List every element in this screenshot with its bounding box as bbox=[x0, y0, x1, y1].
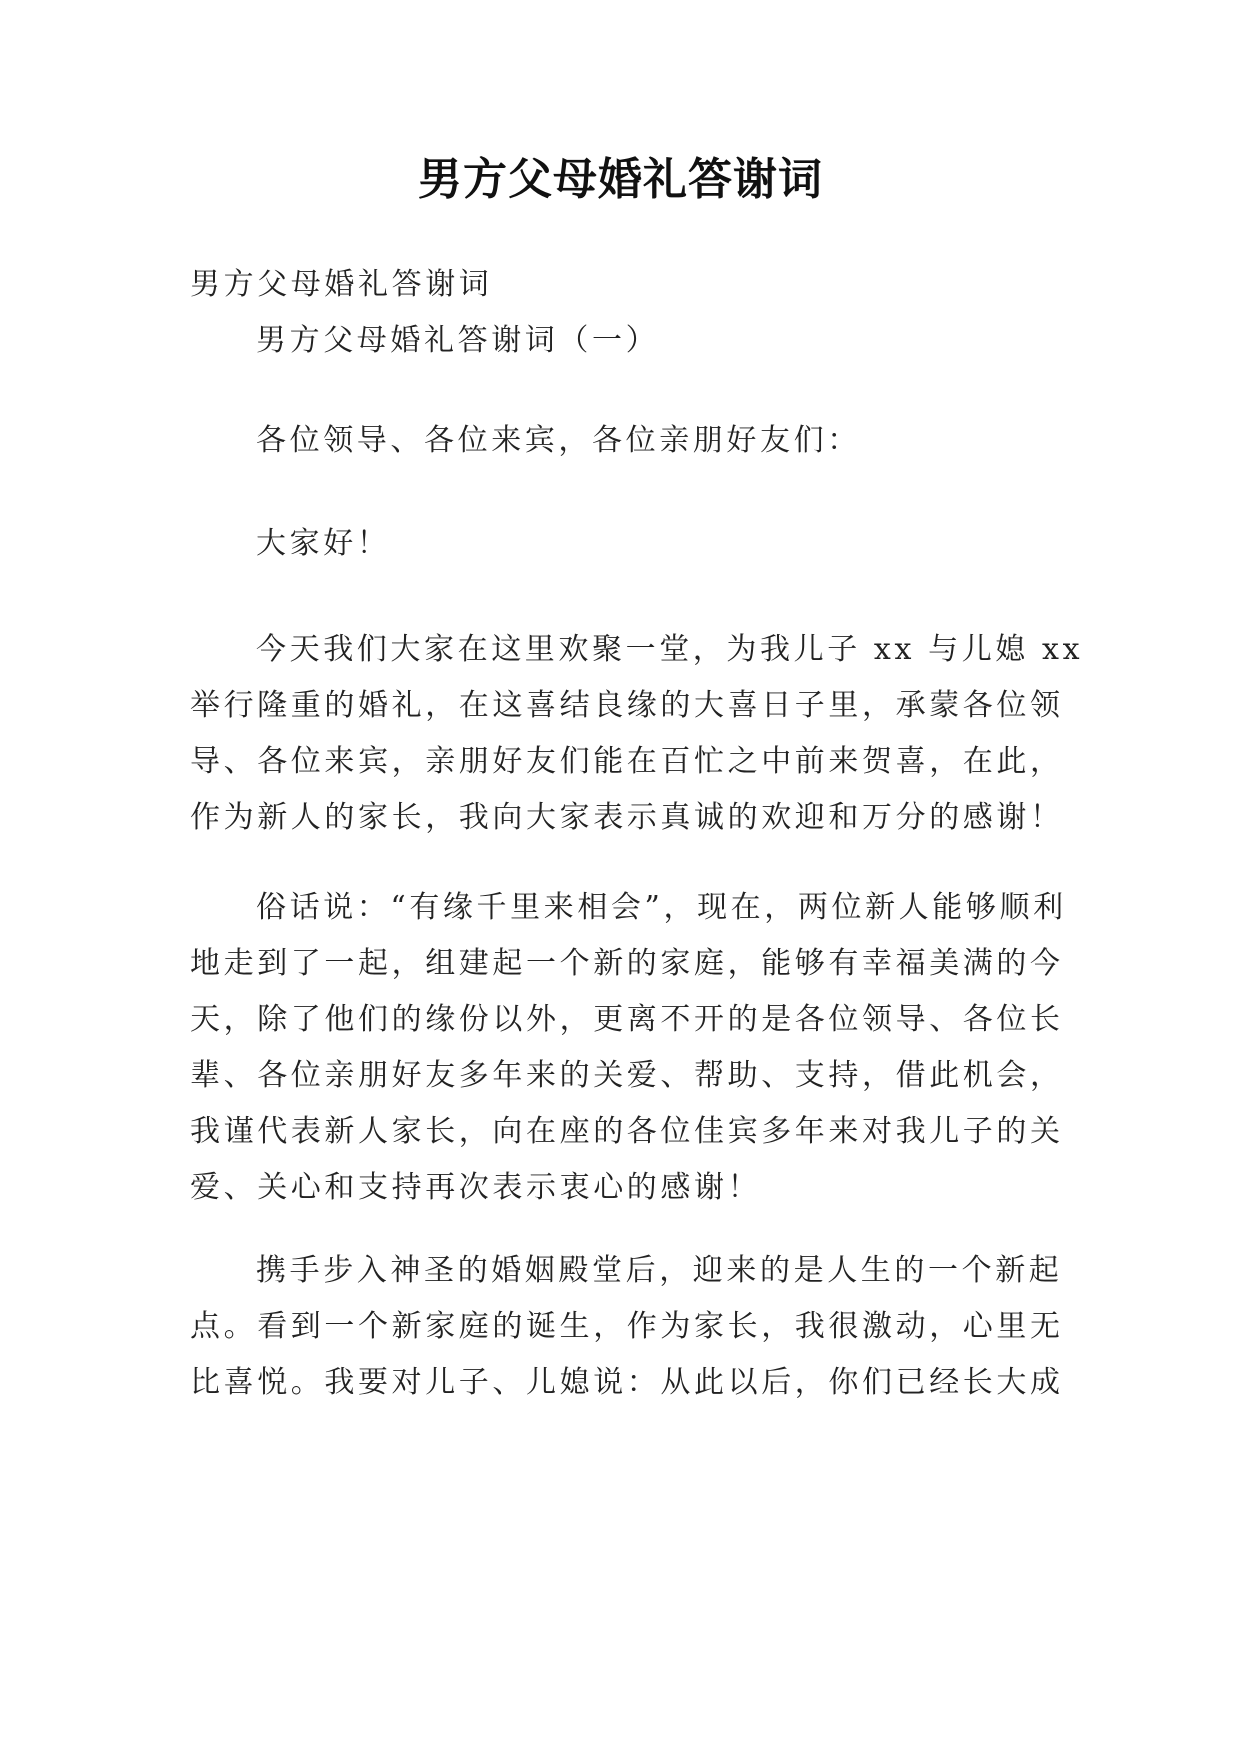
paragraph-line: 爱、关心和支持再次表示衷心的感谢！ bbox=[190, 1170, 762, 1205]
greeting-text: 大家好！ bbox=[256, 526, 391, 561]
salutation-block bbox=[190, 413, 1058, 469]
paragraph-line: 携手步入神圣的婚姻殿堂后，迎来的是人生的一个新起 bbox=[256, 1253, 1063, 1288]
paragraph-line: 天，除了他们的缘份以外，更离不开的是各位领导、各位长 bbox=[190, 1002, 1064, 1037]
paragraph-line: 我谨代表新人家长，向在座的各位佳宾多年来对我儿子的关 bbox=[190, 1114, 1064, 1149]
paragraph-3 bbox=[190, 1243, 1064, 1411]
document-heading: 男方父母婚礼答谢词 bbox=[190, 267, 493, 302]
greeting-block bbox=[190, 516, 1058, 572]
document-heading-block bbox=[190, 257, 1058, 369]
paragraph-line: 辈、各位亲朋好友多年来的关爱、帮助、支持，借此机会， bbox=[190, 1058, 1064, 1093]
paragraph-line: 俗话说：“有缘千里来相会”，现在，两位新人能够顺利 bbox=[256, 890, 1067, 925]
document-subheading: 男方父母婚礼答谢词（一） bbox=[256, 323, 660, 358]
paragraph-line: 比喜悦。我要对儿子、儿媳说：从此以后，你们已经长大成 bbox=[190, 1365, 1064, 1400]
paragraph-line: 地走到了一起，组建起一个新的家庭，能够有幸福美满的今 bbox=[190, 946, 1064, 981]
paragraph-2 bbox=[190, 880, 1067, 1216]
paragraph-line: 举行隆重的婚礼，在这喜结良缘的大喜日子里，承蒙各位领 bbox=[190, 688, 1064, 723]
document-title: 男方父母婚礼答谢词 bbox=[418, 154, 823, 205]
paragraph-line: 点。看到一个新家庭的诞生，作为家长，我很激动，心里无 bbox=[190, 1309, 1064, 1344]
paragraph-line: 作为新人的家长，我向大家表示真诚的欢迎和万分的感谢！ bbox=[190, 800, 1064, 835]
salutation-text: 各位领导、各位来宾，各位亲朋好友们： bbox=[256, 423, 861, 458]
paragraph-1 bbox=[190, 622, 1084, 846]
paragraph-line: 今天我们大家在这里欢聚一堂，为我儿子 xx 与儿媳 xx bbox=[256, 632, 1084, 667]
paragraph-line: 导、各位来宾，亲朋好友们能在百忙之中前来贺喜，在此， bbox=[190, 744, 1064, 779]
